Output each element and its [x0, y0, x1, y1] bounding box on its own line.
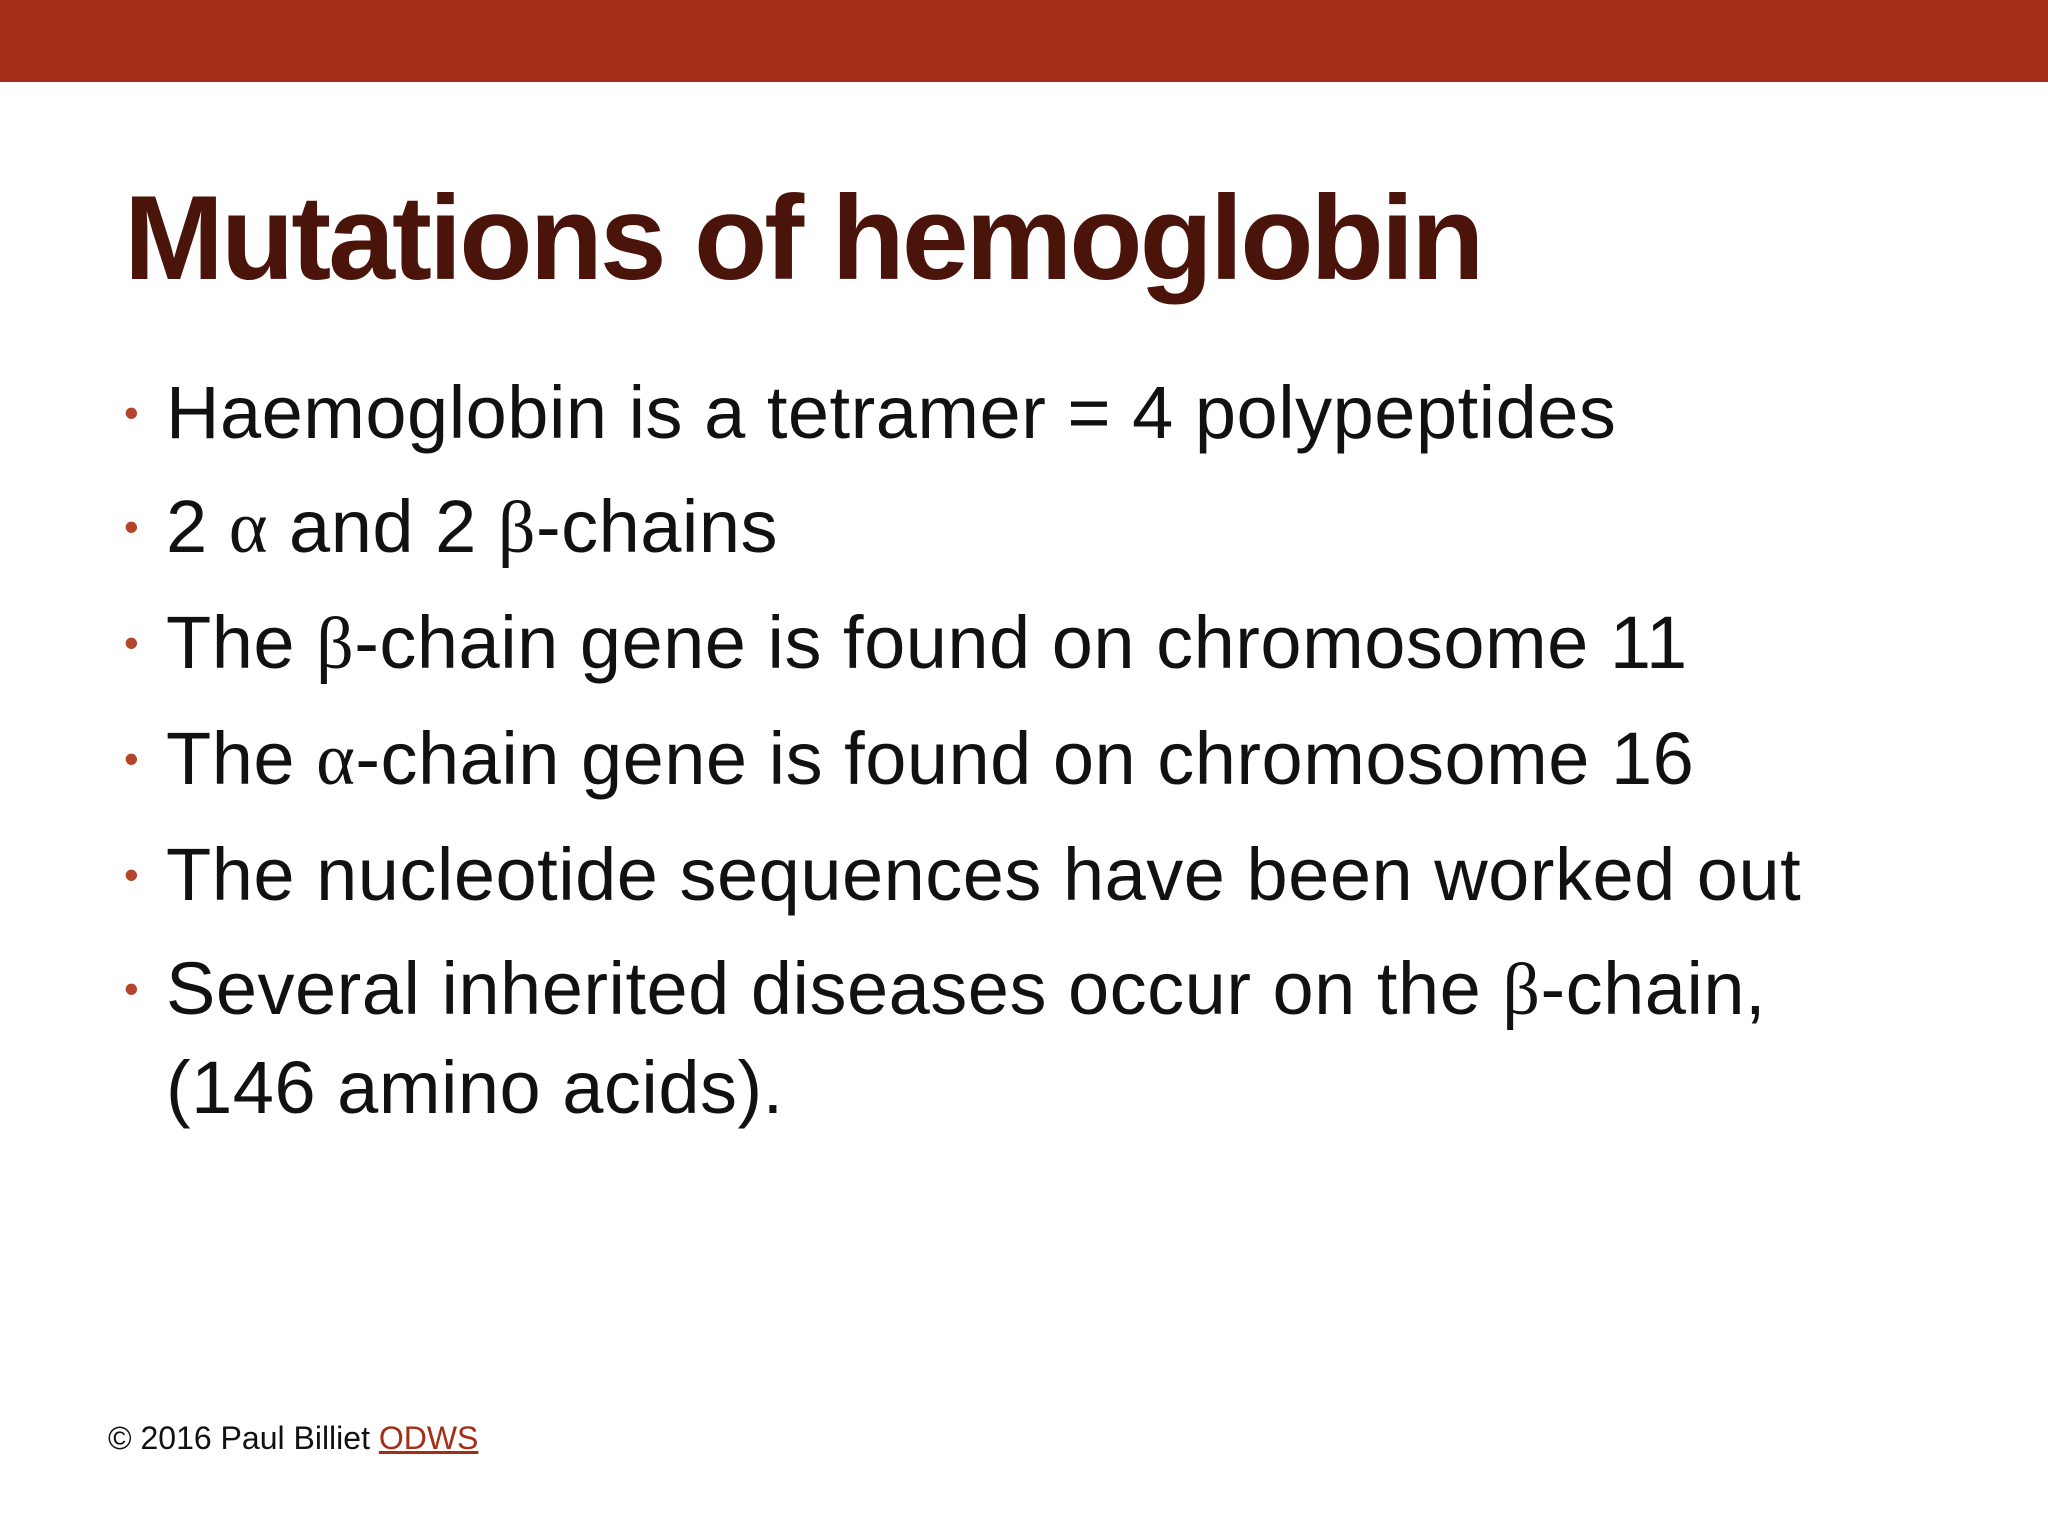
- bullet-text: Haemoglobin is a tetramer = 4 polypeptides: [166, 371, 1617, 454]
- bullet-text: The nucleotide sequences have been worked out: [166, 833, 1802, 916]
- bullet-text: -chain gene is found on chromosome 11: [354, 601, 1688, 684]
- bullet-dot-icon: •: [124, 735, 140, 782]
- alpha-symbol: α: [228, 487, 268, 569]
- bullet-item-sequences: [124, 826, 2004, 923]
- slide-title: Mutations of hemoglobin: [124, 171, 1482, 305]
- bullet-text: -chain gene is found on chromosome 16: [355, 717, 1695, 800]
- beta-symbol: β: [1502, 949, 1541, 1031]
- bullet-text: -chains: [535, 485, 779, 568]
- beta-symbol: β: [497, 487, 536, 569]
- bullet-dot-icon: •: [124, 503, 140, 550]
- bullet-text: and 2: [268, 485, 498, 568]
- bullet-item-alpha-gene: [124, 710, 2004, 809]
- bullet-text: The: [166, 601, 317, 684]
- bullet-item-chains: [124, 478, 2004, 577]
- bullet-dot-icon: •: [124, 851, 140, 898]
- bullet-dot-icon: •: [124, 389, 140, 436]
- bullet-text: Several inherited diseases occur on the: [166, 947, 1503, 1030]
- beta-symbol: β: [316, 603, 355, 685]
- bullet-item-tetramer: [124, 364, 2004, 461]
- bullet-dot-icon: •: [124, 965, 140, 1012]
- bullet-text-continuation: (146 amino acids).: [166, 1046, 784, 1129]
- bullet-list: [124, 364, 2004, 1153]
- footer: [108, 1418, 478, 1458]
- bullet-item-beta-gene: [124, 594, 2004, 693]
- bullet-item-diseases: [124, 940, 2004, 1136]
- top-accent-bar: [0, 0, 2048, 82]
- odws-link[interactable]: ODWS: [378, 1420, 479, 1456]
- copyright-text: © 2016 Paul Billiet: [108, 1420, 379, 1456]
- bullet-text: -chain,: [1540, 947, 1767, 1030]
- alpha-symbol: α: [316, 719, 356, 801]
- bullet-dot-icon: •: [124, 619, 140, 666]
- bullet-text: The: [166, 717, 317, 800]
- bullet-text: 2: [166, 485, 229, 568]
